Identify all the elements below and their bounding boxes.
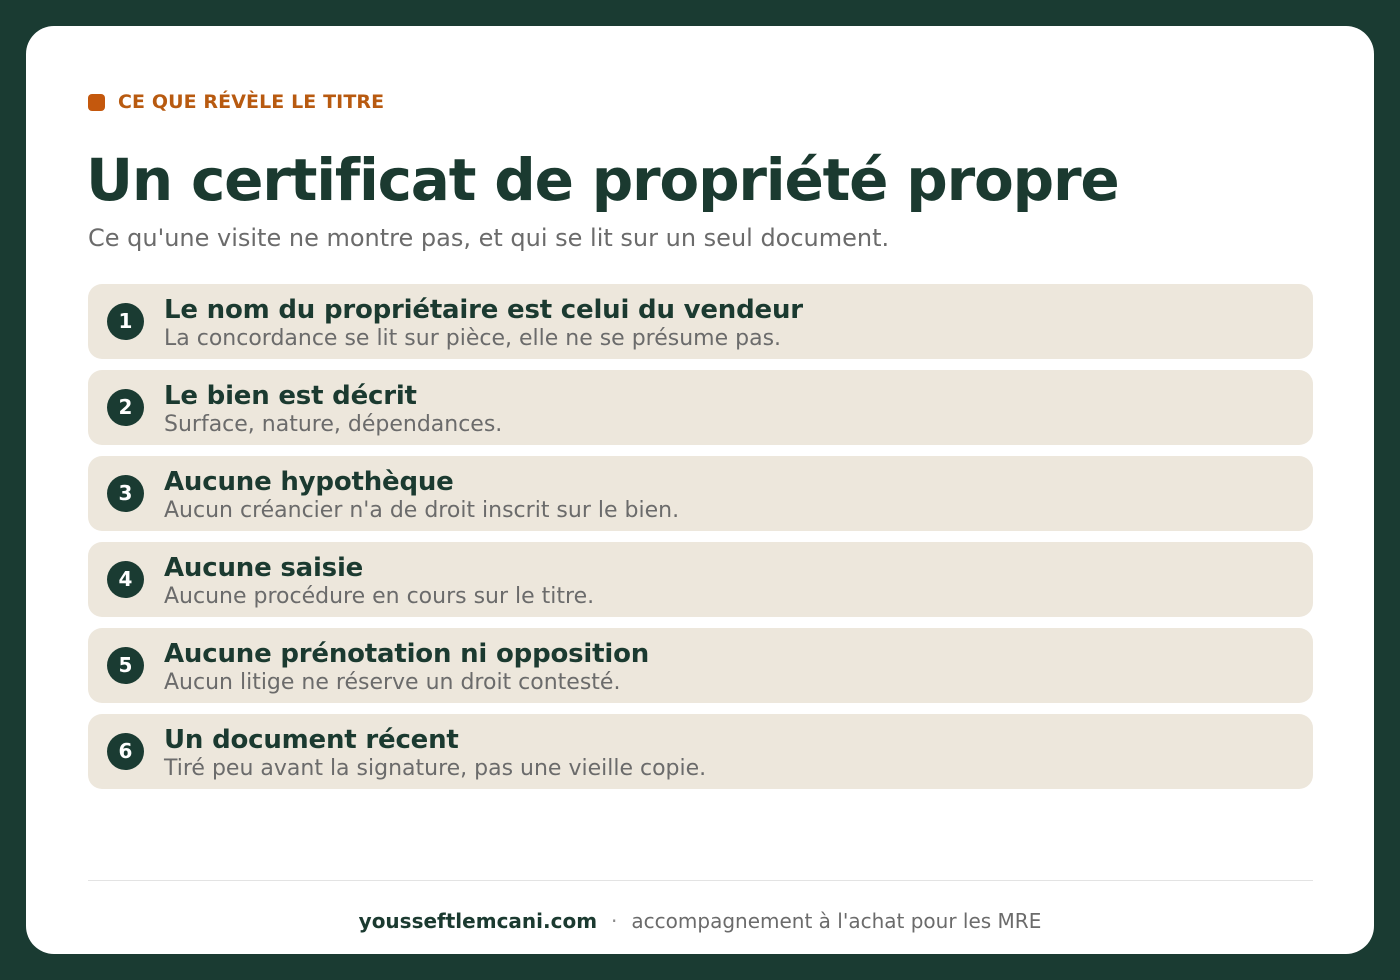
number-badge: 4 <box>107 561 144 598</box>
number-badge: 1 <box>107 303 144 340</box>
eyebrow-square-icon <box>88 94 105 111</box>
item-title: Un document récent <box>164 725 459 755</box>
page-subtitle: Ce qu'une visite ne montre pas, et qui se lit sur un seul document. <box>88 224 890 252</box>
list-item <box>88 456 1313 531</box>
footer <box>26 906 1374 936</box>
item-description: Aucun litige ne réserve un droit contesté. <box>164 670 621 695</box>
item-description: Aucun créancier n'a de droit inscrit sur le bien. <box>164 498 680 523</box>
list-item <box>88 370 1313 445</box>
list-item <box>88 542 1313 617</box>
item-title: Le nom du propriétaire est celui du vendeur <box>164 295 803 325</box>
footer-site-link[interactable]: yousseftlemcani.com <box>358 909 598 933</box>
number-badge: 3 <box>107 475 144 512</box>
item-title: Le bien est décrit <box>164 381 417 411</box>
number-badge: 6 <box>107 733 144 770</box>
eyebrow <box>88 90 384 114</box>
item-description: Aucune procédure en cours sur le titre. <box>164 584 595 609</box>
list-item <box>88 284 1313 359</box>
list-item <box>88 628 1313 703</box>
item-title: Aucune hypothèque <box>164 467 454 497</box>
item-title: Aucune saisie <box>164 553 364 583</box>
item-title: Aucune prénotation ni opposition <box>164 639 650 669</box>
item-description: Tiré peu avant la signature, pas une vieille copie. <box>164 756 707 781</box>
footer-tagline: accompagnement à l'achat pour les MRE <box>631 909 1042 933</box>
footer-separator: · <box>611 909 618 933</box>
footer-divider <box>88 880 1313 881</box>
list-item <box>88 714 1313 789</box>
number-badge: 2 <box>107 389 144 426</box>
item-description: La concordance se lit sur pièce, elle ne se présume pas. <box>164 326 782 351</box>
page-title: Un certificat de propriété propre <box>86 146 1119 214</box>
eyebrow-label: CE QUE RÉVÈLE LE TITRE <box>118 91 385 113</box>
card <box>26 26 1374 954</box>
item-description: Surface, nature, dépendances. <box>164 412 503 437</box>
number-badge: 5 <box>107 647 144 684</box>
checklist <box>88 284 1313 800</box>
